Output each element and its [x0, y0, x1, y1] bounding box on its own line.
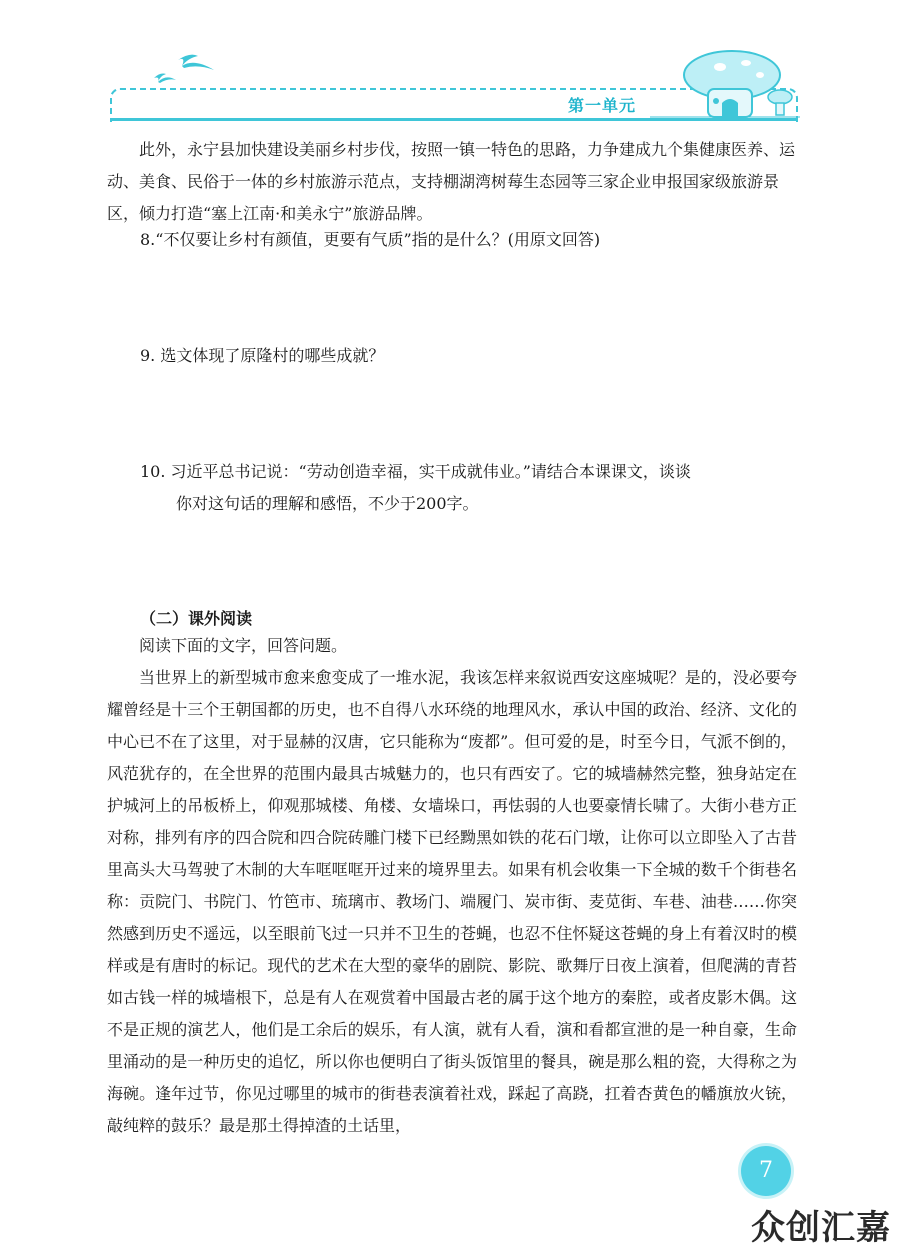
- question-9: 9. 选文体现了原隆村的哪些成就？: [140, 346, 385, 365]
- unit-title: 第一单元: [568, 96, 637, 115]
- question-10: 10. 习近平总书记说：“劳动创造幸福，实干成就伟业。”请结合本课课文，谈谈你对这句话的理解和感悟，不少于200字。: [140, 462, 691, 513]
- page-number: 7: [741, 1146, 791, 1196]
- watermark-logo: 众创汇嘉: [751, 1208, 891, 1248]
- reading-instruction: 阅读下面的文字，回答问题。: [139, 636, 348, 655]
- question-8: 8.“不仅要让乡村有颜值，更要有气质”指的是什么？(用原文回答): [140, 230, 601, 249]
- section-title: （二）课外阅读: [140, 609, 253, 628]
- reading-passage: 当世界上的新型城市愈来愈变成了一堆水泥，我该怎样来叙说西安这座城呢？是的，没必要夸耀曾经是十三个王朝国都的历史，也不自得八水环绕的地理风水，承认中国的政治、经济、文化的中心已不在了这里，对于显赫的汉唐，它只能称为“废都”。但可爱的是，时至今日，气派不倒的，风范犹存的，在全世界的范围内最具古城魅力的，也只有西安了。它的城墙赫然完整，独身站定在护城河上的吊板桥上，仰观那城楼、角楼、女墙垛口，再怯弱的人也要豪情长啸了。大街小巷方正对称，排列有序的四合院和四合院砖雕门楼下已经黝黑如铁的花石门墩，让你可以立即坠入了古昔里高头大马驾驶了木制的大车哐哐哐开过来的境界里去。如果有机会收集一下全城的数千个街巷名称：贡院门、书院门、竹笆市、琉璃市、教场门、端履门、炭市街、麦苋街、车巷、油巷……你突然感到历史不遥远，以至眼前飞过一只并不卫生的苍蝇，也忍不住怀疑这苍蝇的身上有着汉时的模样或是有唐时的标记。现代的艺术在大型的豪华的剧院、影院、歌舞厅日夜上演着，但爬满的青苔如古钱一样的城墙根下，总是有人在观赏着中国最古老的属于这个地方的秦腔，或者皮影木偶。这不是正规的演艺人，他们是工余后的娱乐，有人演，就有人看，演和看都宣泄的是一种自豪，生命里涌动的是一种历史的追忆，所以你也便明白了街头饭馆里的餐具，碗是那么粗的瓷，大得称之为海碗。逢年过节，你见过哪里的城市的街巷表演着社戏，踩起了高跷，扛着杏黄色的幡旗放火铳，敲纯粹的鼓乐？最是那土得掉渣的土话里，: [107, 668, 797, 1135]
- intro-paragraph: 此外，永宁县加快建设美丽乡村步伐，按照一镇一特色的思路，力争建成九个集健康医养、运动、美食、民俗于一体的乡村旅游示范点，支持棚湖湾树莓生态园等三家企业申报国家级旅游景区，倾力打造“塞上江南·和美永宁”旅游品牌。: [107, 140, 796, 223]
- mushroom-house-icon: [650, 45, 800, 120]
- birds-icon: [150, 50, 220, 90]
